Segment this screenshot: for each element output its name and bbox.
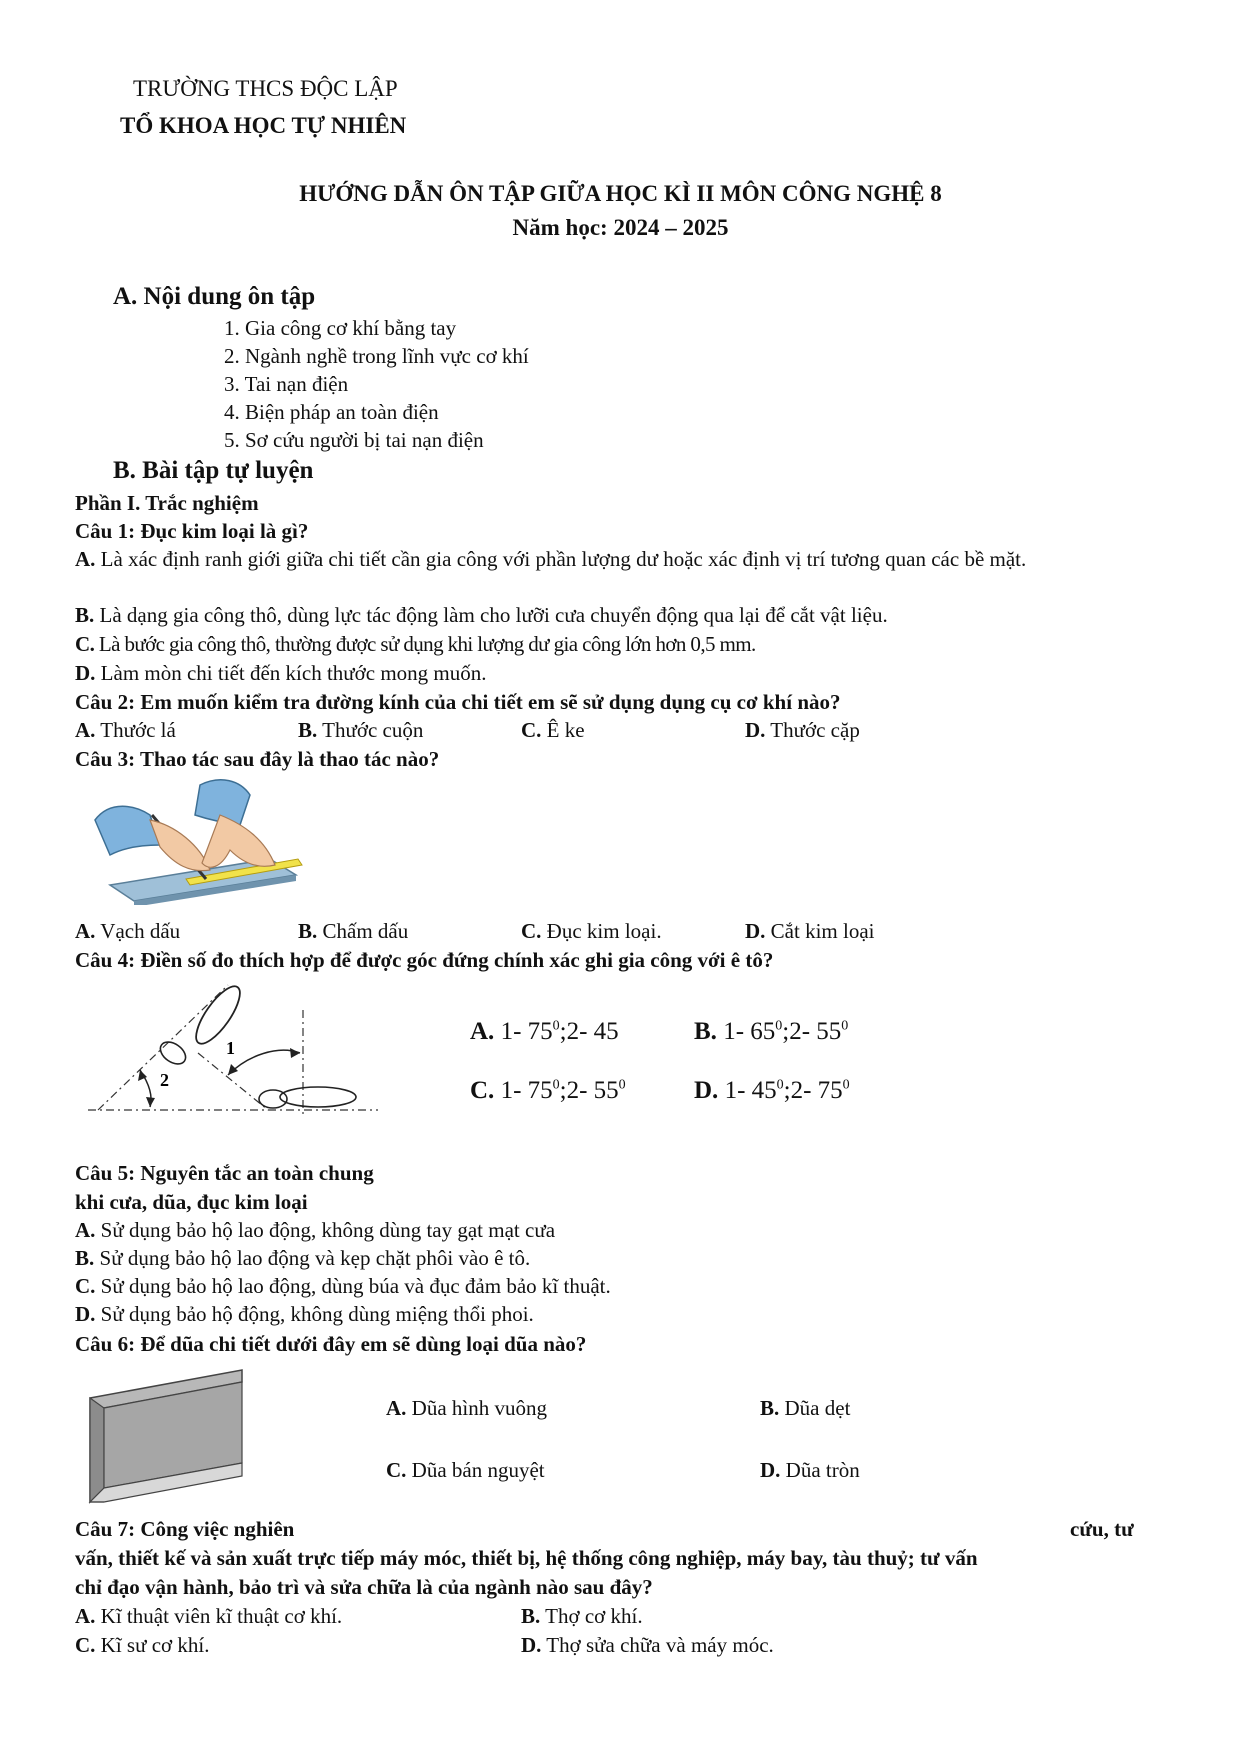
q5-option-d: D. Sử dụng bảo hộ động, không dùng miệng thổi phoi. xyxy=(75,1302,534,1326)
q1-option-d: D. Làm mòn chi tiết đến kích thước mong muốn. xyxy=(75,661,487,685)
question-7-start: Câu 7: Công việc nghiên xyxy=(75,1517,295,1541)
q6-option-a: A. Dũa hình vuông xyxy=(386,1396,547,1420)
q7-option-c: C. Kĩ sư cơ khí. xyxy=(75,1633,210,1657)
question-4: Câu 4: Điền số đo thích hợp để được góc đứng chính xác ghi gia công với ê tô? xyxy=(75,948,774,972)
q1-option-b: B. Là dạng gia công thô, dùng lực tác động làm cho lưỡi cưa chuyển động qua lại để cắt vật liệu. xyxy=(75,603,888,627)
department-name: TỔ KHOA HỌC TỰ NHIÊN xyxy=(120,113,407,138)
question-6: Câu 6: Để dũa chi tiết dưới đây em sẽ dùng loại dũa nào? xyxy=(75,1332,587,1356)
topic-item: 2. Ngành nghề trong lĩnh vực cơ khí xyxy=(224,344,529,368)
q5-option-b: B. Sử dụng bảo hộ lao động và kẹp chặt phôi vào ê tô. xyxy=(75,1246,531,1270)
q6-option-b: B. Dũa dẹt xyxy=(760,1396,851,1420)
q7-option-b: B. Thợ cơ khí. xyxy=(521,1604,643,1628)
q2-option-b: B. Thước cuộn xyxy=(298,718,424,742)
question-1-prefix: Câu 1 xyxy=(75,519,129,543)
part-heading: Phần I. Trắc nghiệm xyxy=(75,491,259,515)
marking-illustration xyxy=(90,775,310,905)
q1-option-a: A. Là xác định ranh giới giữa chi tiết cần gia công với phần lượng dư hoặc xác định vị trí tương quan các bề mặt. xyxy=(75,547,1027,571)
question-1 xyxy=(75,518,308,544)
q1-option-c: C. Là bước gia công thô, thường được sử dụng khi lượng dư gia công lớn hơn 0,5 mm. xyxy=(75,632,756,656)
question-7-line3: chỉ đạo vận hành, bảo trì và sửa chữa là của ngành nào sau đây? xyxy=(75,1575,653,1599)
q4-option-b: B. 1- $65^0;2-$ $55^0$ xyxy=(694,1018,849,1045)
q5-option-c: C. Sử dụng bảo hộ lao động, dùng búa và đục đảm bảo kĩ thuật. xyxy=(75,1274,611,1298)
section-a-heading: A. Nội dung ôn tập xyxy=(113,283,316,310)
school-year: Năm học: 2024 – 2025 xyxy=(512,215,729,240)
q3-option-d: D. Cắt kim loại xyxy=(745,919,875,943)
diagram-label-1: 1 xyxy=(226,1038,235,1058)
chisel-angle-diagram xyxy=(78,975,388,1135)
q3-option-a: A. Vạch dấu xyxy=(75,919,181,943)
question-3: Câu 3: Thao tác sau đây là thao tác nào? xyxy=(75,747,440,771)
question-5-line1: Câu 5: Nguyên tắc an toàn chung xyxy=(75,1161,374,1185)
topic-item: 5. Sơ cứu người bị tai nạn điện xyxy=(224,428,484,452)
page-title: HƯỚNG DẪN ÔN TẬP GIỮA HỌC KÌ II MÔN CÔNG NGHỆ 8 xyxy=(299,181,942,206)
steel-channel-illustration xyxy=(82,1368,252,1508)
q2-option-a: A. Thước lá xyxy=(75,718,176,742)
q7-option-d: D. Thợ sửa chữa và máy móc. xyxy=(521,1633,774,1657)
q4-option-c: C. 1- $75^0;2-$ $55^0$ xyxy=(470,1077,626,1104)
question-1-text: : Đục kim loại là gì? xyxy=(128,519,309,543)
q7-option-a: A. Kĩ thuật viên kĩ thuật cơ khí. xyxy=(75,1604,343,1628)
topic-item: 3. Tai nạn điện xyxy=(224,372,349,396)
question-7-end: cứu, tư xyxy=(1070,1517,1134,1541)
topic-item: 1. Gia công cơ khí bằng tay xyxy=(224,316,457,340)
q3-option-c: C. Đục kim loại. xyxy=(521,919,662,943)
question-2: Câu 2: Em muốn kiểm tra đường kính của chi tiết em sẽ sử dụng dụng cụ cơ khí nào? xyxy=(75,690,841,714)
q4-option-a: A. 1- $75^0;2-$ 45 xyxy=(470,1018,619,1045)
diagram-label-2: 2 xyxy=(160,1070,169,1090)
topic-item: 4. Biện pháp an toàn điện xyxy=(224,400,439,424)
q2-option-c: C. Ê ke xyxy=(521,718,585,742)
q3-option-b: B. Chấm dấu xyxy=(298,919,409,943)
q5-option-a: A. Sử dụng bảo hộ lao động, không dùng tay gạt mạt cưa xyxy=(75,1218,556,1242)
q4-option-d: D. 1- $45^0;2-$ $75^0$ xyxy=(694,1077,850,1104)
q6-option-d: D. Dũa tròn xyxy=(760,1458,860,1482)
q6-option-c: C. Dũa bán nguyệt xyxy=(386,1458,545,1482)
school-name: TRƯỜNG THCS ĐỘC LẬP xyxy=(133,76,398,101)
section-b-heading: B. Bài tập tự luyện xyxy=(113,457,314,484)
question-5-line2: khi cưa, dũa, đục kim loại xyxy=(75,1190,308,1214)
question-7-line2: vấn, thiết kế và sản xuất trực tiếp máy móc, thiết bị, hệ thống công nghiệp, máy bay, tàu thuỷ; tư vấn xyxy=(75,1546,978,1570)
q2-option-d: D. Thước cặp xyxy=(745,718,860,742)
